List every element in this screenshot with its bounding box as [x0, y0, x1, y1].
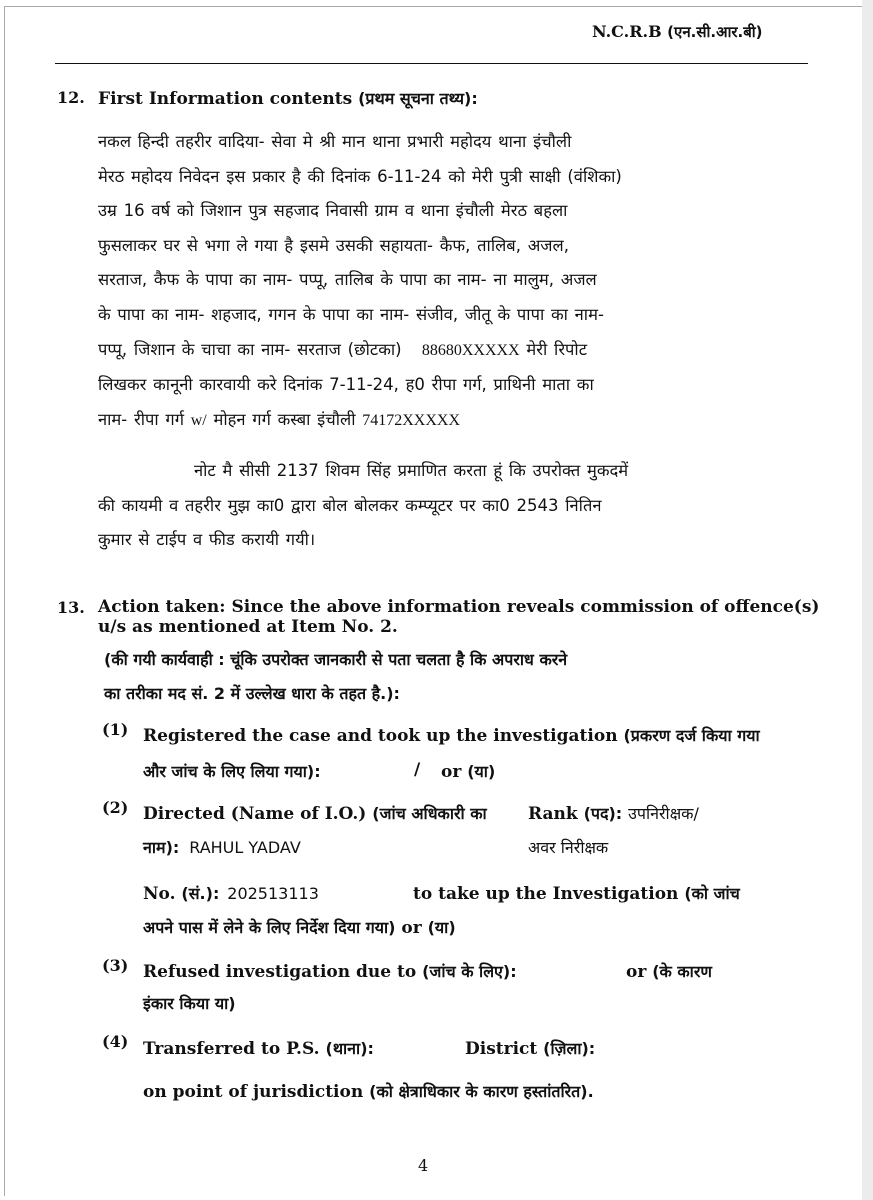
fir-line: [98, 403, 622, 439]
fir-line: लिखकर कानूनी कारवायी करे दिनांक 7-11-24, ह0 रीपा गर्ग, प्राथिनी माता का: [98, 375, 594, 395]
item-4-transferred-en: Transferred to P.S.: [143, 1039, 320, 1059]
item-2-rank-en: Rank: [528, 804, 578, 824]
page-number: 4: [418, 1156, 429, 1175]
item-3-text-hindi: (जांच के लिए):: [422, 962, 517, 981]
item-1-line-2-hindi: और जांच के लिए लिया गया):: [143, 762, 321, 781]
fir-line: मेरठ महोदय निवेदन इस प्रकार है की दिनांक 6-11-24 को मेरी पुत्री साक्षी (वंशिका): [98, 166, 622, 186]
phone-number: 88680XXXXX: [421, 341, 520, 359]
note-line: की कायमी व तहरीर मुझ का0 द्वारा बोल बोलकर कम्प्यूटर पर का0 2543 नितिन: [98, 495, 602, 515]
item-4-district: [465, 1037, 595, 1059]
header-rule: [55, 63, 808, 64]
item-4-transferred-hindi: (थाना):: [325, 1039, 374, 1058]
action-taken-hindi-line: (की गयी कार्यवाही : चूंकि उपरोक्त जानकारी से पता चलता है कि अपराध करने: [104, 650, 568, 669]
item-2-directed: [143, 802, 487, 824]
item-4-jurisdiction-hindi: (को क्षेत्राधिकार के कारण हस्तांतरित).: [369, 1082, 594, 1101]
section-12-title-en: First Information contents: [98, 89, 353, 109]
section-12-number: 12.: [57, 88, 85, 107]
item-1-or-en: or: [441, 762, 462, 782]
item-1-text-en: Registered the case and took up the investigation: [143, 726, 618, 746]
fir-line-text: पप्पू, जिशान के चाचा का नाम- सरताज (छोटका): [98, 339, 402, 359]
item-4-transferred: [143, 1037, 374, 1059]
note-paragraph: [98, 454, 628, 558]
item-1-text-hindi: (प्रकरण दर्ज किया गया: [623, 726, 760, 745]
action-taken-hindi-line: का तरीका मद सं. 2 में उल्लेख धारा के तहत है.):: [104, 684, 400, 703]
item-2-naam: [143, 836, 301, 858]
fir-line-text: मेरी रिपोट: [526, 339, 588, 359]
item-4-number: (4): [102, 1032, 129, 1051]
item-1-or: [441, 760, 495, 782]
item-2-directed-hindi: (जांच अधिकारी का: [372, 804, 487, 823]
item-2-take-up: [413, 882, 740, 904]
fir-line: नकल हिन्दी तहरीर वादिया- सेवा मे श्री मान थाना प्रभारी महोदय थाना इंचौली: [98, 132, 572, 151]
item-3-line-1: [143, 960, 517, 982]
item-3-line-2-hindi: इंकार किया या): [143, 994, 236, 1013]
item-1-line-1: [143, 724, 760, 746]
fir-line: सरताज, कैफ के पापा का नाम- पप्पू, तालिब के पापा का नाम- ना मालुम, अजल: [98, 270, 597, 290]
fir-line: उम्र 16 वर्ष को जिशान पुत्र सहजाद निवासी ग्राम व थाना इंचौली मेरठ बहला: [98, 201, 568, 221]
item-1-number: (1): [102, 720, 129, 739]
item-4-district-hindi: (ज़िला):: [543, 1039, 596, 1058]
action-taken-heading: [98, 597, 819, 637]
item-2-number-label: [143, 882, 319, 904]
fir-line: फुसलाकर घर से भगा ले गया है इसमे उसकी सहायता- कैफ, तालिब, अजल,: [98, 235, 569, 255]
action-taken-line: u/s as mentioned at Item No. 2.: [98, 617, 398, 637]
action-taken-line: Action taken: Since the above information reveals commission of offence(s): [98, 597, 820, 617]
item-3-line-2: [143, 992, 236, 1014]
io-name: RAHUL YADAV: [189, 838, 301, 857]
item-3-number: (3): [102, 956, 129, 975]
section-13-number: 13.: [57, 598, 85, 617]
header-code-en: N.C.R.B: [592, 22, 662, 41]
fir-contents-paragraph: [98, 125, 622, 438]
action-taken-hindi: [104, 643, 567, 711]
item-2-no-en: No.: [143, 884, 176, 904]
io-rank-value-2: अवर निरीक्षक: [528, 838, 609, 857]
item-1-line-2: [143, 760, 321, 782]
wo-abbrev: w/: [190, 411, 207, 429]
item-2-rank-hindi: (पद):: [583, 804, 623, 823]
item-2-line-3-hindi: अपने पास में लेने के लिए निर्देश दिया गया): [143, 918, 396, 937]
fir-line: [98, 333, 622, 369]
item-3-or-hindi: (के कारण: [652, 962, 712, 981]
item-2-number: (2): [102, 798, 129, 817]
item-4-district-en: District: [465, 1039, 538, 1059]
io-number: 202513113: [227, 884, 319, 903]
section-12-title-hindi: (प्रथम सूचना तथ्य):: [358, 89, 478, 108]
note-line: नोट मै सीसी 2137 शिवम सिंह प्रमाणित करता हूं कि उपरोक्त मुकदमें: [194, 461, 629, 480]
item-2-take-up-en: to take up the Investigation: [413, 884, 679, 904]
item-3-or: [626, 960, 712, 982]
header-code-hindi: (एन.सी.आर.बी): [667, 23, 763, 41]
item-2-no-hindi: (सं.):: [181, 884, 220, 903]
fir-line: के पापा का नाम- शहजाद, गगन के पापा का नाम- संजीव, जीतू के पापा का नाम-: [98, 304, 604, 324]
section-12-title: [98, 87, 478, 109]
item-3-or-en: or: [626, 962, 647, 982]
header-code: [592, 22, 763, 42]
item-1-or-hindi: (या): [467, 762, 496, 781]
item-2-directed-en: Directed (Name of I.O.): [143, 804, 367, 824]
item-2-or-hindi: (या): [427, 918, 456, 937]
item-1-slash: /: [414, 760, 421, 780]
item-2-take-up-hindi: (को जांच: [684, 884, 740, 903]
item-4-jurisdiction-en: on point of jurisdiction: [143, 1082, 364, 1102]
item-4-jurisdiction: [143, 1080, 594, 1102]
page-top-edge: [4, 6, 869, 7]
item-2-rank: [528, 802, 699, 824]
note-line: कुमार से टाईप व फीड करायी गयी।: [98, 530, 316, 550]
phone-number: 74172XXXXX: [362, 411, 461, 429]
item-2-naam-hindi: नाम):: [143, 838, 180, 857]
page-right-margin: [862, 0, 873, 1200]
item-3-text-en: Refused investigation due to: [143, 962, 417, 982]
item-2-line-3: [143, 916, 456, 938]
fir-line-text: मोहन गर्ग कस्बा इंचौली: [213, 409, 356, 429]
io-rank-value: उपनिरीक्षक/: [628, 804, 699, 823]
item-2-or-en: or: [401, 918, 422, 938]
fir-line-text: नाम- रीपा गर्ग: [98, 409, 184, 429]
page-left-edge: [4, 6, 5, 1196]
